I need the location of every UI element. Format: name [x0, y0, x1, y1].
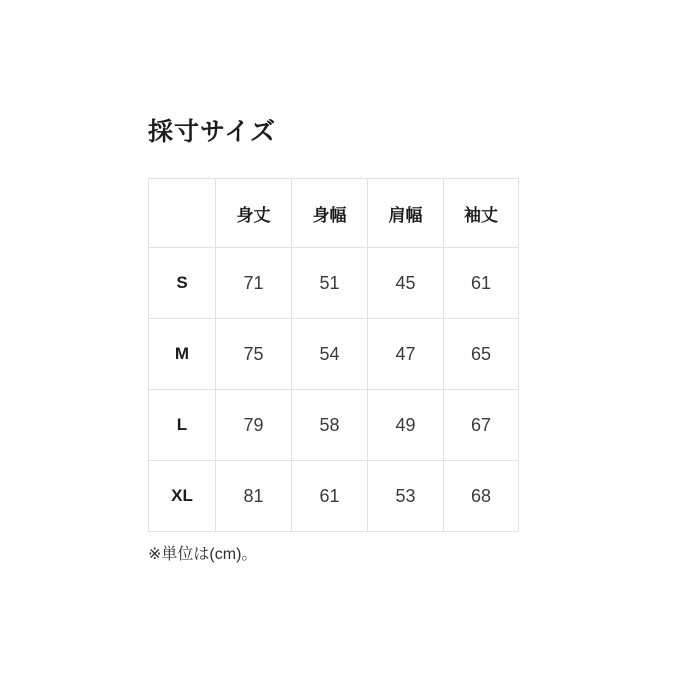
corner-cell [149, 179, 216, 248]
value-l-shoulder-width: 49 [368, 390, 444, 461]
header-row [149, 179, 519, 248]
value-xl-sleeve-length: 68 [444, 461, 519, 532]
value-m-body-length: 75 [216, 319, 292, 390]
value-xl-shoulder-width: 53 [368, 461, 444, 532]
table-row-l [149, 390, 519, 461]
column-header-body-length: 身丈 [216, 179, 292, 248]
value-s-shoulder-width: 45 [368, 248, 444, 319]
value-l-body-length: 79 [216, 390, 292, 461]
size-table [148, 178, 519, 532]
unit-note: ※単位は(cm)。 [148, 546, 258, 563]
value-l-body-width: 58 [292, 390, 368, 461]
value-l-sleeve-length: 67 [444, 390, 519, 461]
size-label-xl: XL [149, 461, 216, 532]
column-header-body-width: 身幅 [292, 179, 368, 248]
size-chart-section [148, 112, 520, 564]
column-header-shoulder-width: 肩幅 [368, 179, 444, 248]
size-label-l: L [149, 390, 216, 461]
value-s-sleeve-length: 61 [444, 248, 519, 319]
value-s-body-length: 71 [216, 248, 292, 319]
value-m-shoulder-width: 47 [368, 319, 444, 390]
size-table-body [149, 248, 519, 532]
section-title: 採寸サイズ [148, 118, 277, 146]
size-label-s: S [149, 248, 216, 319]
value-m-body-width: 54 [292, 319, 368, 390]
size-label-m: M [149, 319, 216, 390]
table-row-xl [149, 461, 519, 532]
value-xl-body-length: 81 [216, 461, 292, 532]
size-table-header [149, 179, 519, 248]
table-row-m [149, 319, 519, 390]
column-header-sleeve-length: 袖丈 [444, 179, 519, 248]
value-s-body-width: 51 [292, 248, 368, 319]
value-xl-body-width: 61 [292, 461, 368, 532]
table-row-s [149, 248, 519, 319]
value-m-sleeve-length: 65 [444, 319, 519, 390]
